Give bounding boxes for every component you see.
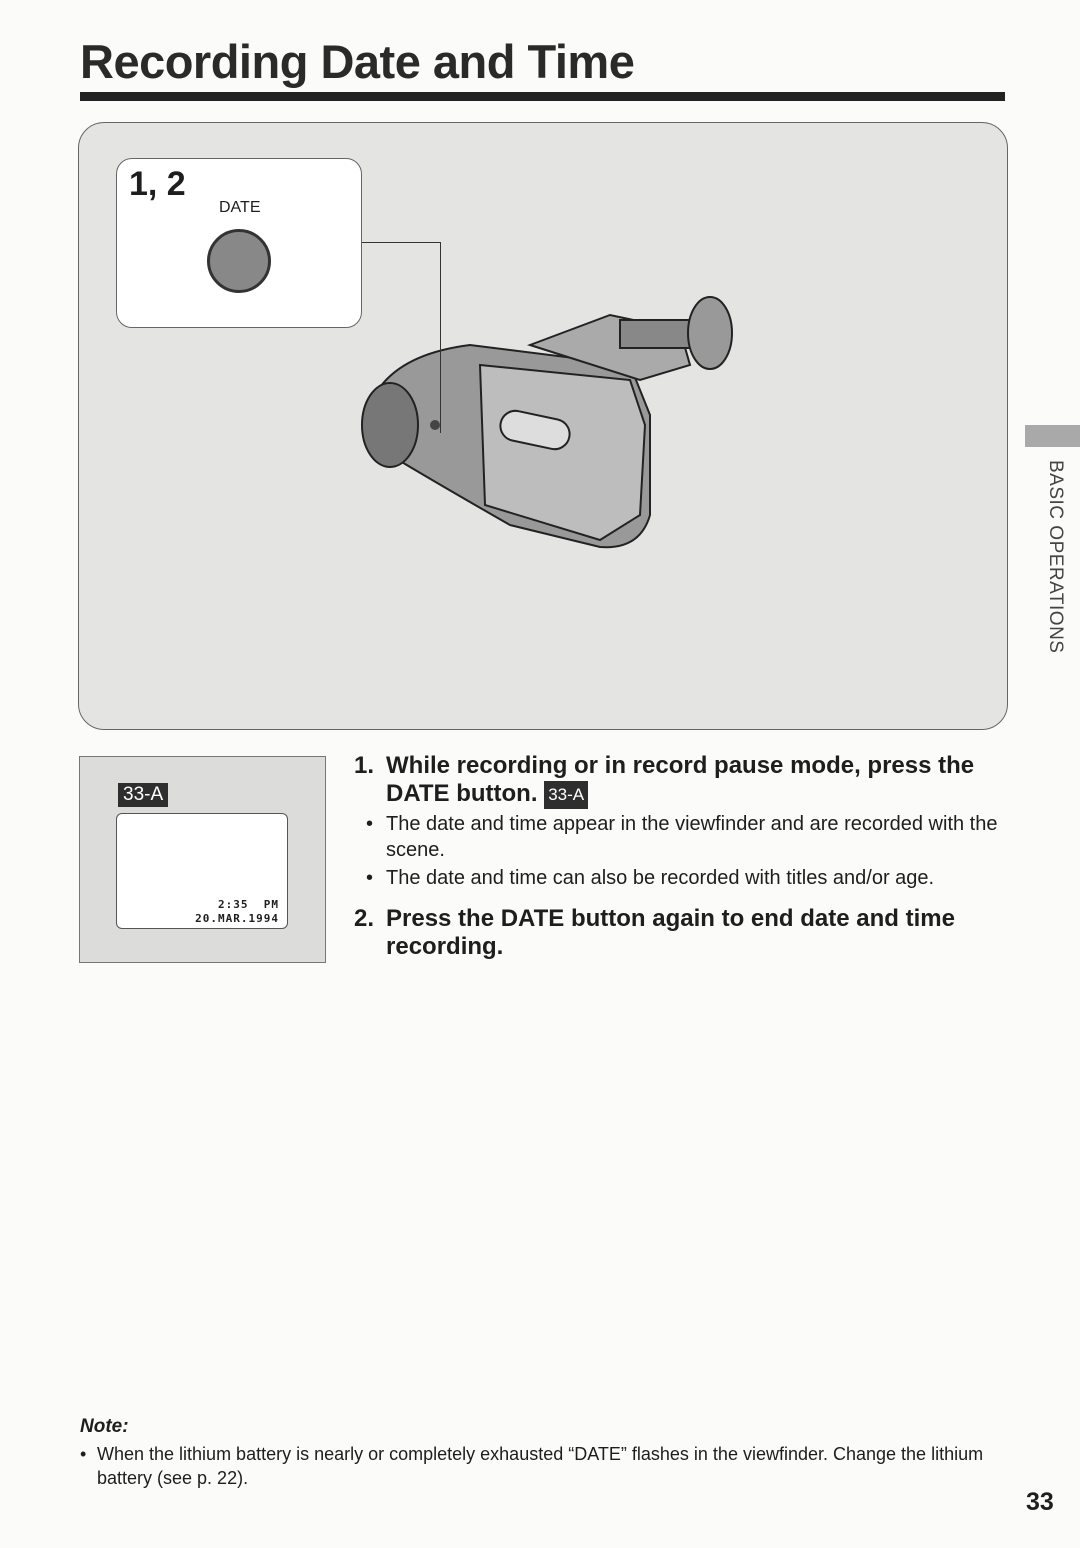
instructions [354, 752, 1014, 961]
date-button-icon [207, 229, 271, 293]
bullet-dot: • [366, 812, 374, 835]
date-button-label: DATE [219, 199, 261, 216]
bullet-dot: • [366, 866, 374, 889]
date-display: 20.MAR.1994 [195, 912, 279, 925]
bullet-text: The date and time can also be recorded with titles and/or age. [386, 866, 935, 889]
section-tab [1025, 425, 1080, 447]
page-number: 33 [1026, 1488, 1054, 1516]
date-button-callout [116, 158, 362, 328]
title-rule [80, 92, 1005, 101]
bullet-dot: • [80, 1444, 87, 1464]
step-2 [354, 905, 1014, 961]
note-text: When the lithium battery is nearly or completely exhausted “DATE” flashes in the viewfinder. Change the lithium battery (see p. 22). [97, 1444, 984, 1488]
note [80, 1416, 1010, 1490]
section-label: BASIC OPERATIONS [1045, 460, 1066, 654]
step-text: While recording or in record pause mode, press the DATE button. [386, 752, 975, 807]
callout-leader-line [360, 242, 441, 433]
bullet-text: The date and time appear in the viewfinder and are recorded with the scene. [386, 812, 998, 861]
viewfinder-screen [116, 813, 288, 929]
step-number: 2. [354, 904, 375, 932]
step-text: Press the DATE button again to end date and time recording. [386, 904, 955, 960]
bullet [354, 811, 1014, 863]
viewfinder-figure [79, 756, 326, 963]
figure-badge: 33-A [544, 781, 588, 809]
step-1 [354, 752, 1014, 809]
note-bullet [80, 1442, 1010, 1490]
step-reference: 1, 2 [129, 165, 186, 203]
time-display: 2:35 PM [218, 898, 279, 911]
bullet [354, 865, 1014, 891]
step-number: 1. [354, 752, 375, 779]
note-heading: Note: [80, 1416, 129, 1437]
figure-badge: 33-A [118, 783, 168, 807]
page-title: Recording Date and Time [80, 35, 635, 88]
